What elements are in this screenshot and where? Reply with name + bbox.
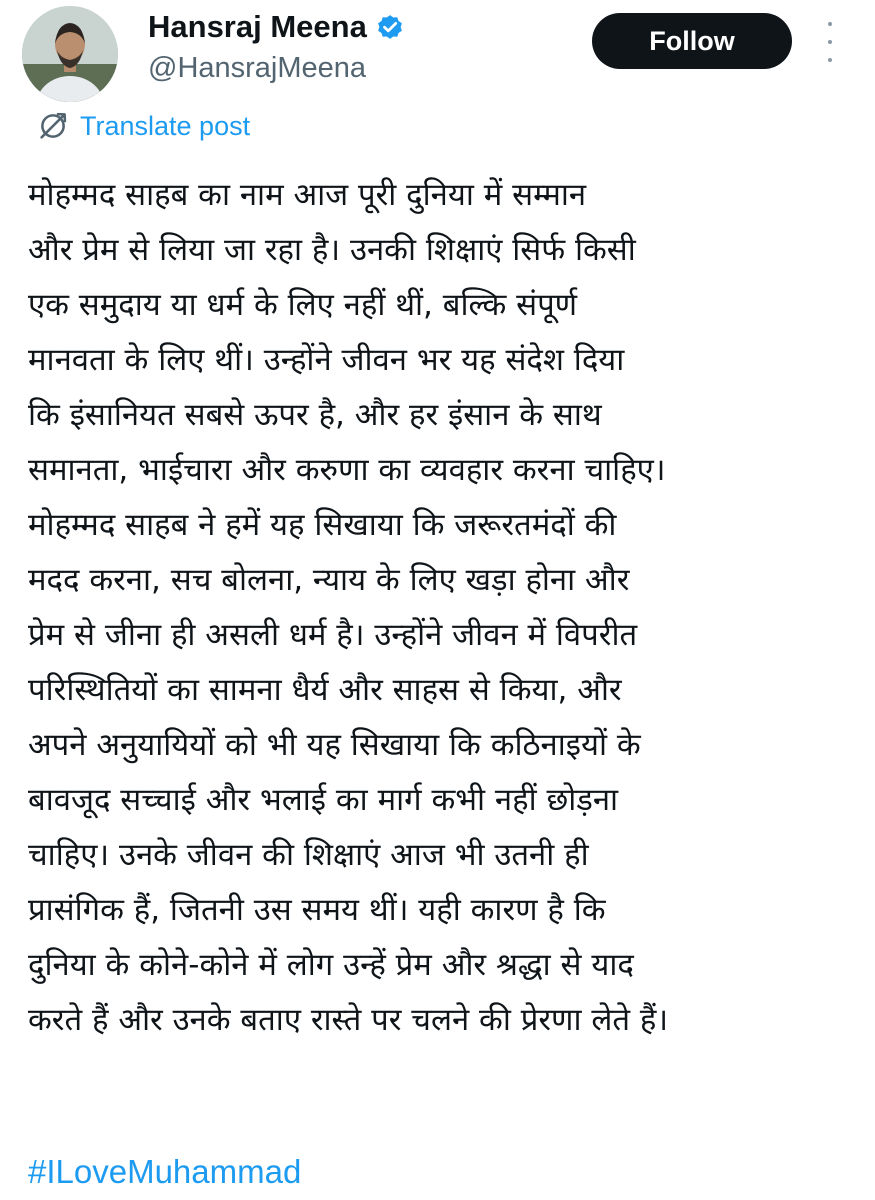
follow-button[interactable]: Follow (592, 13, 792, 69)
post-line: मोहम्मद साहब ने हमें यह सिखाया कि जरूरतमंदों की (28, 507, 617, 543)
post-line: परिस्थितियों का सामना धैर्य और साहस से किया, और (28, 672, 622, 708)
more-dot (828, 58, 832, 62)
post-line: करते हैं और उनके बताए रास्ते पर चलने की प्रेरणा लेते हैं। (28, 1002, 669, 1038)
hashtag-link[interactable]: #ILoveMuhammad (28, 1153, 302, 1190)
avatar-image (22, 6, 118, 102)
avatar[interactable] (22, 6, 118, 102)
post-header (0, 0, 875, 110)
more-options-icon[interactable] (818, 22, 842, 62)
post-line: प्रेम से जीना ही असली धर्म है। उन्होंने जीवन में विपरीत (28, 617, 638, 653)
post-line: समानता, भाईचारा और करुणा का व्यवहार करना चाहिए। (28, 452, 666, 488)
author-display-name[interactable]: Hansraj Meena (148, 9, 367, 44)
post-line: अपने अनुयायियों को भी यह सिखाया कि कठिनाइयों के (28, 727, 641, 763)
post-line: मदद करना, सच बोलना, न्याय के लिए खड़ा होना और (28, 562, 630, 598)
author-name-row (148, 8, 405, 46)
more-dot (828, 40, 832, 44)
post-line: चाहिए। उनके जीवन की शिक्षाएं आज भी उतनी ही (28, 837, 589, 873)
author-handle[interactable]: @HansrajMeena (148, 52, 367, 84)
verified-badge-icon (375, 12, 405, 42)
post-line: मानवता के लिए थीं। उन्होंने जीवन भर यह संदेश दिया (28, 342, 625, 378)
post-line: दुनिया के कोने-कोने में लोग उन्हें प्रेम और श्रद्धा से याद (28, 947, 634, 983)
post-line: और प्रेम से लिया जा रहा है। उनकी शिक्षाएं सिर्फ किसी (28, 232, 636, 268)
post-line: प्रासंगिक हैं, जितनी उस समय थीं। यही कारण है कि (28, 892, 606, 928)
more-dot (828, 22, 832, 26)
post-line: मोहम्मद साहब का नाम आज पूरी दुनिया में सम्मान (28, 177, 587, 213)
translate-post-label[interactable]: Translate post (80, 111, 251, 141)
translate-icon (36, 109, 70, 143)
post-line: कि इंसानियत सबसे ऊपर है, और हर इंसान के साथ (28, 397, 602, 433)
post-line: एक समुदाय या धर्म के लिए नहीं थीं, बल्कि संपूर्ण (28, 287, 578, 323)
post-line: बावजूद सच्चाई और भलाई का मार्ग कभी नहीं छोड़ना (28, 782, 619, 818)
post-body (28, 168, 868, 1048)
translate-post-link[interactable] (36, 108, 250, 144)
